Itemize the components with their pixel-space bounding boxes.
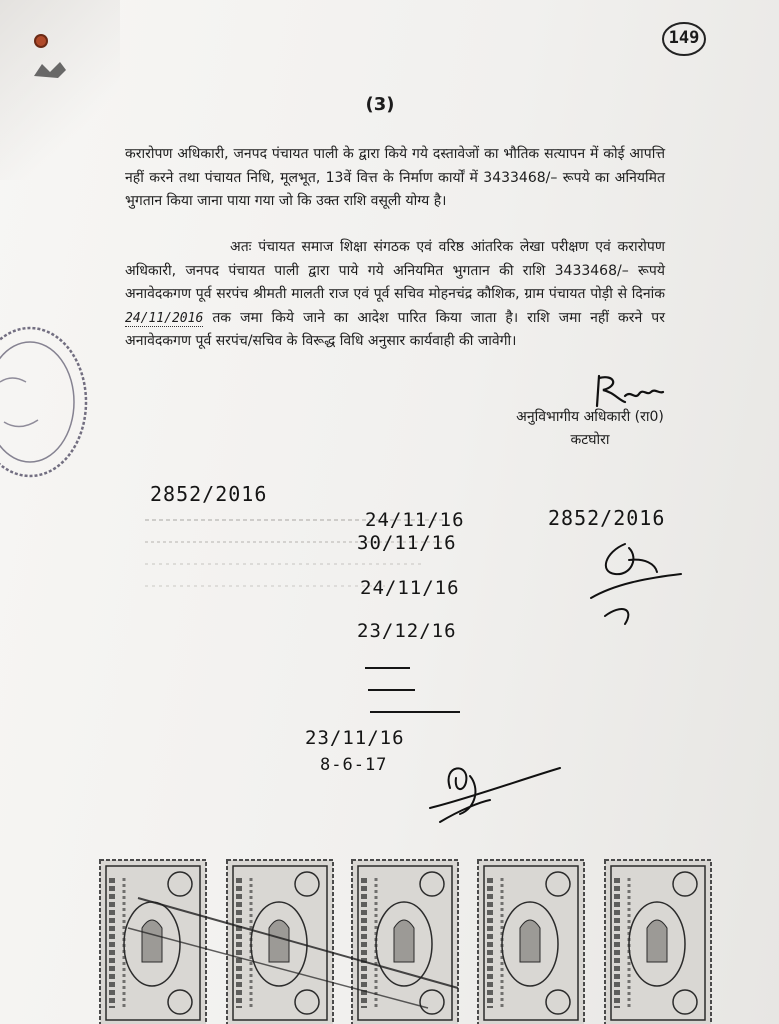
sheet-number: (3) xyxy=(365,94,395,115)
case-number-right: 2852/2016 xyxy=(548,506,666,530)
handwritten-date-3: 24/11/16 xyxy=(360,577,460,599)
page-number-text: 149 xyxy=(668,28,700,48)
page-number xyxy=(660,20,708,58)
paragraph-2-date: 24/11/2016 xyxy=(125,310,204,326)
handwritten-date-6: 8-6-17 xyxy=(320,755,388,775)
case-number-left: 2852/2016 xyxy=(150,482,268,506)
paragraph-1: करारोपण अधिकारी, जनपद पंचायत पाली के द्वारा किये गये दस्तावेजों का भौतिक सत्यापन में कोई आपत्ति नहीं करने तथा पंचायत निधि, मूलभूत, 13वें वित्त के निर्माण कार्यों में 3433468/– रूपये का अनियमित भुगतान किया जाना पाया गया जो कि उक्त राशि वसूली योग्य है। xyxy=(125,146,665,209)
handwritten-dashes xyxy=(360,660,480,730)
officer-signature xyxy=(585,372,675,412)
office-seal xyxy=(0,322,90,482)
paragraph-2-text-b: तक जमा किये जाने का आदेश पारित किया जाता है। राशि जमा नहीं करने पर अनावेदकगण पूर्व सरपंच/सचिव के विरूद्ध विधि अनुसार कार्यवाही की जावेगी। xyxy=(125,309,665,349)
handwritten-date-2: 30/11/16 xyxy=(357,532,457,554)
paragraph-2 xyxy=(125,236,665,354)
handwritten-date-5: 23/11/16 xyxy=(305,727,405,749)
handwritten-date-1: 24/11/16 xyxy=(365,509,465,531)
signature-title: अनुविभागीय अधिकारी (रा0) xyxy=(516,409,664,425)
pin-mark xyxy=(30,58,70,82)
stamp-cancellation-lines xyxy=(98,858,718,1024)
signature-place: कटघोरा xyxy=(570,432,610,448)
court-fee-stamps xyxy=(98,858,718,1024)
handwritten-date-4: 23/12/16 xyxy=(357,620,457,642)
paper-fold-shadow xyxy=(0,0,120,180)
initials-signature-right xyxy=(585,538,685,628)
paragraph-2-text-a: अतः पंचायत समाज शिक्षा संगठक एवं वरिष्ठ आंतरिक लेखा परीक्षण एवं करारोपण अधिकारी, जनपद पंचायत पाली द्वारा पाये गये अनियमित भुगतान की राशि 3433468/– रूपये अनावेदकगण पूर्व सरपंच श्रीमती मालती राज एवं पूर्व सचिव मोहनचंद्र कौशिक, ग्राम पंचायत पोड़ी से दिनांक xyxy=(125,239,665,302)
signature-block xyxy=(505,372,675,452)
cancel-signature xyxy=(420,758,570,828)
pin-head xyxy=(36,36,46,46)
